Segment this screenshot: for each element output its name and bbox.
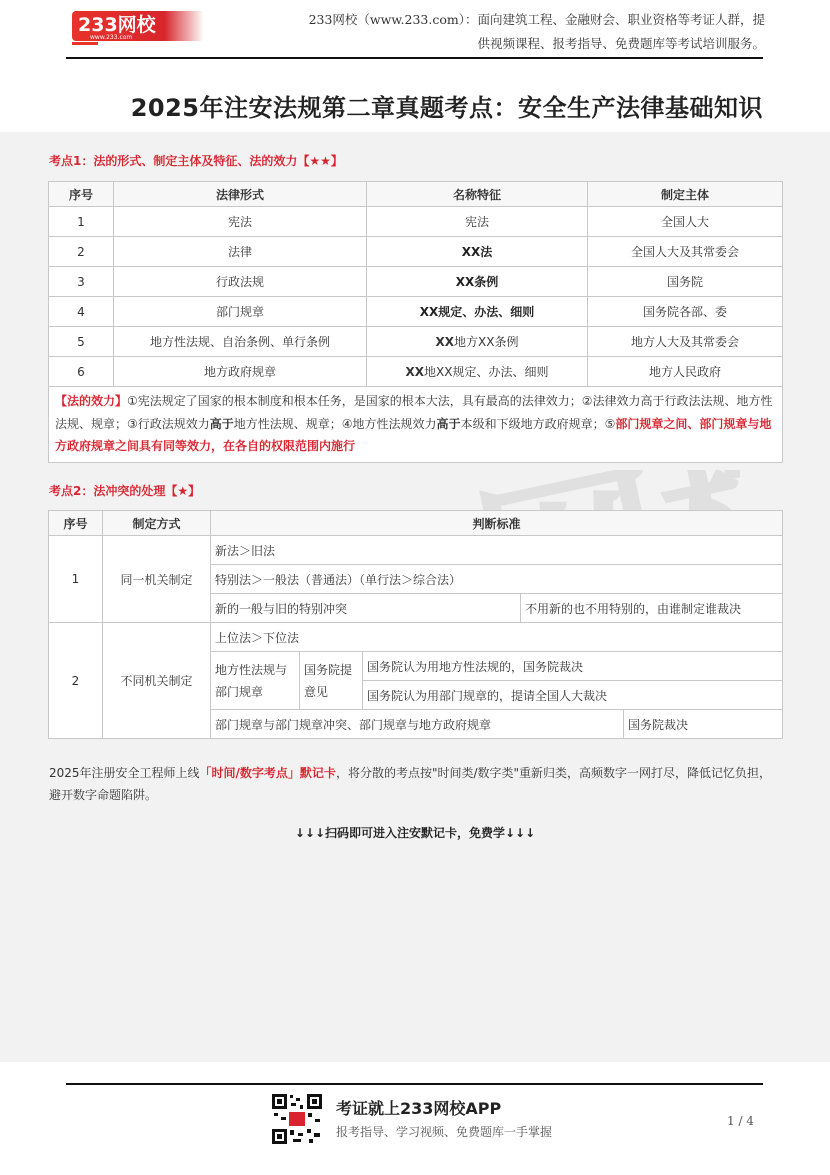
cell-no: 1 xyxy=(49,207,114,237)
table-row xyxy=(49,267,783,297)
table-row xyxy=(49,207,783,237)
cell-form: 行政法规 xyxy=(114,267,367,297)
cell-rule: 特别法＞一般法（普通法）（单行法＞综合法） xyxy=(211,565,783,594)
scan-instruction: ↓↓↓扫码即可进入注安默记卡，免费学↓↓↓ xyxy=(294,826,536,840)
cell-no: 2 xyxy=(49,237,114,267)
qr-code-icon[interactable] xyxy=(271,1093,323,1145)
tagline-line-1: 233网校（www.233.com）：面向建筑工程、金融财会、职业资格等考证人群，提 xyxy=(308,12,765,27)
table-row xyxy=(49,357,783,387)
cell-sub-left: 地方性法规与部门规章 xyxy=(211,652,300,710)
note-row xyxy=(49,387,783,463)
table-header-row xyxy=(49,511,783,536)
cell-body: 全国人大 xyxy=(588,207,783,237)
para-pre: 2025年注册安全工程师上线 xyxy=(49,766,200,780)
cell-form: 宪法 xyxy=(114,207,367,237)
logo-text: 233网校 xyxy=(78,14,156,36)
cell-sub-mid: 国务院提意见 xyxy=(300,652,363,710)
section-1-title: 考点1：法的形式、制定主体及特征、法的效力【★★】 xyxy=(49,154,343,168)
cell-form: 地方政府规章 xyxy=(114,357,367,387)
feature-rest: 地XX规定、办法、细则 xyxy=(424,365,549,379)
note-text-b: 地方性法规、规章；④地方性法规效力 xyxy=(233,416,437,431)
cell-rule: 上位法＞下位法 xyxy=(211,623,783,652)
cell-sub-right: 国务院认为用地方性法规的，国务院裁决 xyxy=(363,652,783,681)
feature-bold: XX xyxy=(435,335,455,349)
table-row xyxy=(49,623,783,652)
cell-form: 部门规章 xyxy=(114,297,367,327)
cell-no: 5 xyxy=(49,327,114,357)
logo[interactable] xyxy=(70,7,206,47)
footer-subtitle: 报考指导、学习视频、免费题库一手掌握 xyxy=(336,1125,553,1139)
cell-no: 1 xyxy=(49,536,103,623)
para-post: ，将分散的考点按"时间类/数字类"重新归类，高频数字一网打尽，降低记忆负担，避开数字命题陷阱。 xyxy=(49,766,772,802)
law-form-table xyxy=(48,181,783,463)
table-row xyxy=(49,297,783,327)
cell-body: 地方人民政府 xyxy=(588,357,783,387)
cell-feature: 宪法 xyxy=(367,207,588,237)
note-high-2: 高于 xyxy=(436,416,461,431)
cell-rule: 部门规章与部门规章冲突、部门规章与地方政府规章 xyxy=(211,710,624,739)
header-tagline xyxy=(230,8,765,56)
cell-no: 6 xyxy=(49,357,114,387)
col-header: 名称特征 xyxy=(367,182,588,207)
table-header-row xyxy=(49,182,783,207)
cell-form: 地方性法规、自治条例、单行条例 xyxy=(114,327,367,357)
cell-feature: XX规定、办法、细则 xyxy=(367,297,588,327)
cell-method: 同一机关制定 xyxy=(103,536,211,623)
page-header xyxy=(0,0,830,95)
logo-url: www.233.com xyxy=(90,34,133,41)
col-header: 序号 xyxy=(49,511,103,536)
cell-no: 2 xyxy=(49,623,103,739)
para-highlight[interactable]: 「时间/数字考点」默记卡 xyxy=(199,766,336,780)
footer-title: 考证就上233网校APP xyxy=(336,1099,502,1118)
col-header: 判断标准 xyxy=(211,511,783,536)
note-label: 【法的效力】 xyxy=(55,394,128,408)
cell-no: 3 xyxy=(49,267,114,297)
cell-method: 不同机关制定 xyxy=(103,623,211,739)
col-header: 制定方式 xyxy=(103,511,211,536)
cell-no: 4 xyxy=(49,297,114,327)
page-title: 2025年注安法规第二章真题考点：安全生产法律基础知识 xyxy=(130,94,763,122)
promo-paragraph xyxy=(49,762,779,806)
cell-body: 全国人大及其常委会 xyxy=(588,237,783,267)
col-header: 序号 xyxy=(49,182,114,207)
cell-feature xyxy=(367,327,588,357)
col-header: 法律形式 xyxy=(114,182,367,207)
cell-feature: XX条例 xyxy=(367,267,588,297)
feature-bold: XX xyxy=(405,365,425,379)
note-text-c: 本级和下级地方政府规章；⑤ xyxy=(460,416,616,431)
note-red: 部门规章之间、部门规章与地方政府规章之间具有同等效力，在各自的权限范围内施行 xyxy=(55,416,772,453)
feature-rest: 地方XX条例 xyxy=(454,335,519,349)
col-header: 制定主体 xyxy=(588,182,783,207)
cell-body: 国务院各部、委 xyxy=(588,297,783,327)
cell-rule: 新法＞旧法 xyxy=(211,536,783,565)
cell-body: 地方人大及其常委会 xyxy=(588,327,783,357)
table-row xyxy=(49,536,783,565)
cell-rule: 不用新的也不用特别的，由谁制定谁裁决 xyxy=(521,594,783,623)
cell-sub-right: 国务院认为用部门规章的，提请全国人大裁决 xyxy=(363,681,783,710)
table-row xyxy=(49,237,783,267)
cell-body: 国务院 xyxy=(588,267,783,297)
note-text-a: ①宪法规定了国家的根本制度和根本任务，是国家的根本大法，具有最高的法律效力；②法律效力高于行政法法规、地方性法规、规章；③行政法规效力 xyxy=(55,394,773,431)
cell-feature xyxy=(367,357,588,387)
cell-feature: XX法 xyxy=(367,237,588,267)
cell-form: 法律 xyxy=(114,237,367,267)
tagline-line-2: 供视频课程、报考指导、免费题库等考试培训服务。 xyxy=(477,36,765,51)
note-high-1: 高于 xyxy=(209,416,234,431)
law-conflict-table xyxy=(48,510,783,739)
footer-divider xyxy=(66,1083,763,1085)
page-number: 1 / 4 xyxy=(727,1114,754,1128)
cell-rule: 国务院裁决 xyxy=(624,710,783,739)
law-effect-note xyxy=(49,387,783,463)
table-row xyxy=(49,327,783,357)
header-divider xyxy=(66,57,763,59)
cell-rule: 新的一般与旧的特别冲突 xyxy=(211,594,521,623)
section-2-title: 考点2：法冲突的处理【★】 xyxy=(49,484,201,498)
